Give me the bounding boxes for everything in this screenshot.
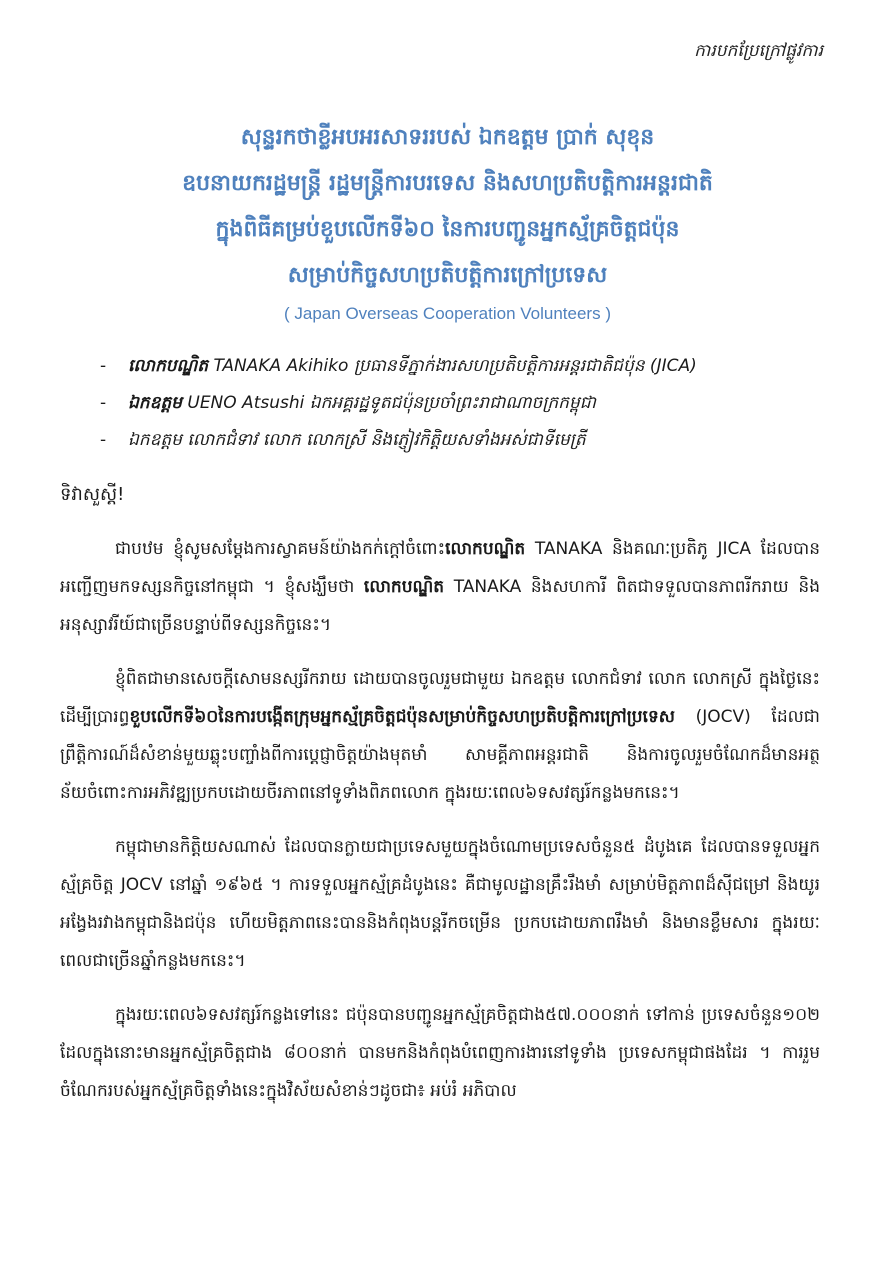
- title-line-2: ឧបនាយករដ្ឋមន្ត្រី រដ្ឋមន្ត្រីការបរទេស និងសហប្រតិបត្តិការអន្តរជាតិ: [182, 171, 713, 196]
- paragraph-text: ជាបឋម ខ្ញុំសូមសម្តែងការស្វាគមន៍យ៉ាងកក់ក្តៅចំពោះ: [115, 539, 446, 559]
- title-subtitle: ( Japan Overseas Cooperation Volunteers ): [284, 304, 611, 323]
- paragraph-bold: លោកបណ្ឌិត: [445, 539, 526, 559]
- paragraph-text: (JOCV) ដែលជាព្រឹត្តិការណ៍ដ៏សំខាន់មួយឆ្លុះបញ្ចាំងពីការប្តេជ្ញាចិត្តយ៉ាងមុតមាំ សាមគ្គីភាពអន្តរជាតិ និងការចូលរួមចំណែកដ៏មានអត្ថន័យចំពោះការអភិវឌ្ឍប្រកបដោយចីរភាពនៅទូទាំងពិភពលោក ក្នុងរយៈពេល៦ទសវត្សរ៍កន្លងមកនេះ។: [60, 707, 820, 803]
- recipient-list: [100, 348, 840, 459]
- recipient-honorific: ឯកឧត្តម: [128, 393, 182, 413]
- paragraph-1: [60, 530, 820, 644]
- paragraph-bold: ខួបលើកទី៦០នៃការបង្កើតក្រុមអ្នកស្ម័គ្រចិត្តជប៉ុនសម្រាប់កិច្ចសហប្រតិបត្តិការក្រៅប្រទេស: [129, 707, 675, 727]
- recipient-text: UENO Atsushi ឯកអគ្គរដ្ឋទូតជប៉ុនប្រចាំព្រះរាជាណាចក្រកម្ពុជា: [181, 393, 596, 413]
- greeting: ទិវាសួស្តី!: [60, 484, 125, 505]
- title-line-1: សុន្ទរកថាខ្លីអបអរសាទររបស់ ឯកឧត្តម ប្រាក់ សុខុន: [240, 125, 655, 150]
- recipient-item: [100, 422, 840, 459]
- recipient-text: ឯកឧត្តម លោកជំទាវ លោក លោកស្រី និងភ្ញៀវកិត្តិយសទាំងអស់ជាទីមេត្រី: [128, 430, 586, 450]
- recipient-text: TANAKA Akihiko ប្រធានទីភ្នាក់ងារសហប្រតិបត្តិការអន្តរជាតិជប៉ុន (JICA): [208, 356, 697, 376]
- paragraph-3: កម្ពុជាមានកិត្តិយសណាស់ ដែលបានក្លាយជាប្រទេសមួយក្នុងចំណោមប្រទេសចំនួន៥ ដំបូងគេ ដែលបានទទួលអ្នកស្ម័គ្រចិត្ត JOCV នៅឆ្នាំ ១៩៦៥ ។ ការទទួលអ្នកស្ម័គ្រដំបូងនេះ គឺជាមូលដ្ឋានគ្រឹះរឹងមាំ សម្រាប់មិត្តភាពដ៏ស៊ីជម្រៅ និងយូរអង្វែងរវាងកម្ពុជានិងជប៉ុន ហើយមិត្តភាពនេះបាននិងកំពុងបន្តរីកចម្រើន ប្រកបដោយភាពរឹងមាំ និងមានខ្លឹមសារ ក្នុងរយៈពេលជាច្រើនឆ្នាំកន្លងមកនេះ។: [60, 837, 820, 971]
- paragraph-bold: លោកបណ្ឌិត: [363, 577, 445, 597]
- unofficial-translation-note: ការបកប្រែក្រៅផ្លូវការ: [694, 41, 823, 61]
- speech-body: [60, 530, 820, 1126]
- list-dash: -: [100, 430, 107, 450]
- recipient-item: [100, 385, 840, 422]
- recipient-honorific: លោកបណ្ឌិត: [128, 356, 209, 376]
- title-line-4: សម្រាប់កិច្ចសហប្រតិបត្តិការក្រៅប្រទេស: [287, 263, 608, 288]
- paragraph-text: TANAKA និងគណៈប្រតិភូ JICA ដែលបានអញ្ជើញមកទស្សនកិច្ចនៅកម្ពុជា ។ ខ្ញុំសង្ឃឹមថា: [60, 539, 820, 597]
- paragraph-4: ក្នុងរយៈពេល៦ទសវត្សរ៍កន្លងទៅនេះ ជប៉ុនបានបញ្ជូនអ្នកស្ម័គ្រចិត្តជាង៥៧.០០០នាក់ ទៅកាន់ ប្រទេសចំនួន១០២ ដែលក្នុងនោះមានអ្នកស្ម័គ្រចិត្តជាង ៨០០នាក់ បានមកនិងកំពុងបំពេញការងារនៅទូទាំង ប្រទេសកម្ពុជាផងដែរ ។ ការរួមចំណែករបស់អ្នកស្ម័គ្រចិត្តទាំងនេះក្នុងវិស័យសំខាន់ៗដូចជា៖ អប់រំ អភិបាល: [60, 1005, 820, 1101]
- list-dash: -: [100, 356, 107, 376]
- paragraph-text: TANAKA និងសហការី ពិតជាទទួលបានភាពរីករាយ និងអនុស្សាវរីយ៍ជាច្រើនបន្ទាប់ពីទស្សនកិច្ចនេះ។: [60, 577, 820, 635]
- paragraph-text: ខ្ញុំពិតជាមានសេចក្តីសោមនស្សរីករាយ ដោយបានចូលរួមជាមួយ ឯកឧត្តម លោកជំទាវ លោក លោកស្រី ក្នុងថ្ងៃនេះ ដើម្បីប្រារព្ធ: [60, 669, 820, 727]
- speech-title: [60, 115, 835, 327]
- paragraph-2: [60, 660, 820, 812]
- recipient-item: [100, 348, 840, 385]
- list-dash: -: [100, 393, 107, 413]
- title-line-3: ក្នុងពិធីគម្រប់ខួបលើកទី៦០ នៃការបញ្ជូនអ្នកស្ម័គ្រចិត្តជប៉ុន: [215, 217, 680, 242]
